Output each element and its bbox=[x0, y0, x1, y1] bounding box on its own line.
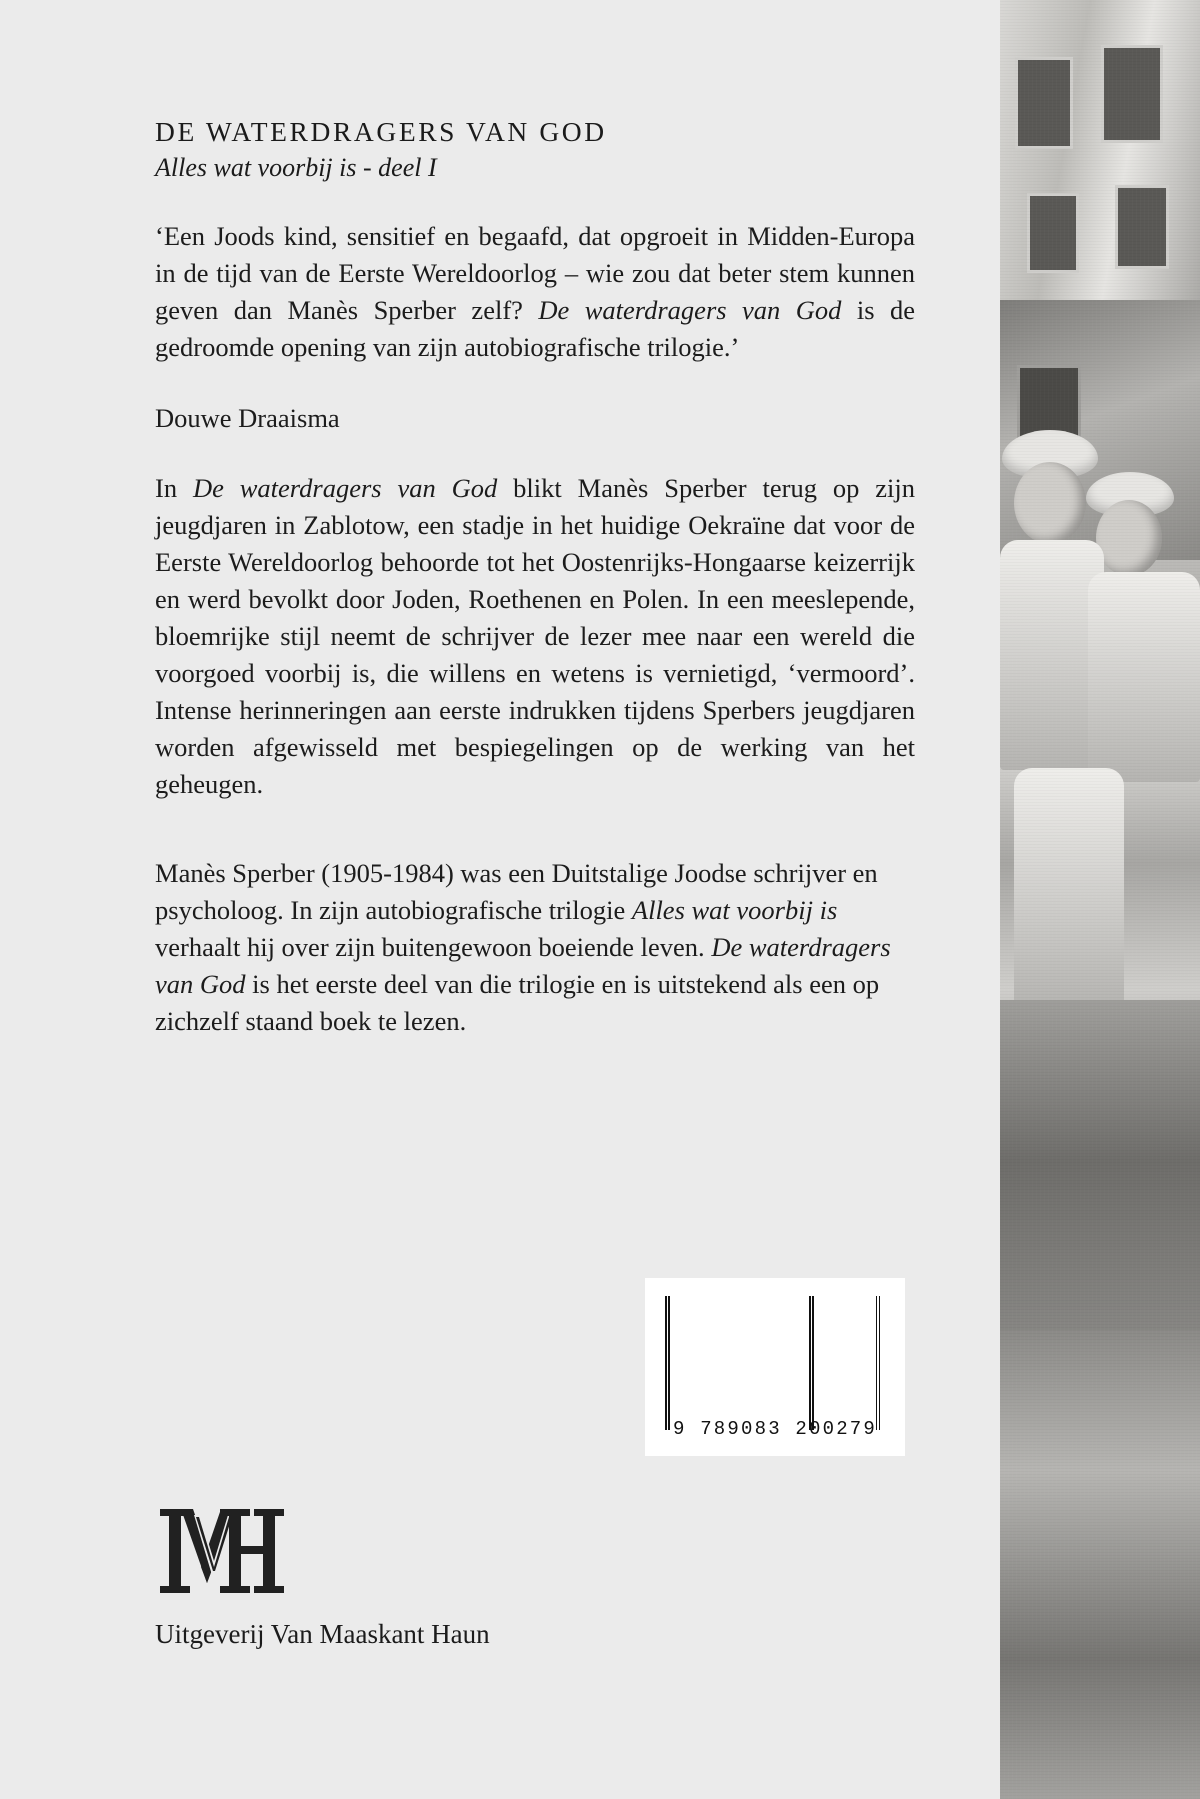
barcode bbox=[645, 1278, 905, 1456]
quote-text-part-1: ‘Een Joods kind, sensitief en begaafd, dat opgroeit in Midden-Europa in de tijd van de Eerste Wereldoorlog – wie zou dat beter stem kunnen geven dan Manès Sperber zelf? bbox=[155, 221, 915, 325]
review-quote bbox=[155, 218, 915, 366]
bio-part-3: is het eerste deel van die trilogie en is uitstekend als een op zichzelf staand boek te lezen. bbox=[155, 969, 880, 1036]
bio-part-1: Manès Sperber (1905-1984) was een Duitstalige Joodse schrijver en psycholoog. In zijn autobiografische trilogie bbox=[155, 858, 878, 925]
barcode-bars-icon bbox=[665, 1296, 887, 1414]
quote-attribution: Douwe Draaisma bbox=[155, 403, 340, 433]
description-title-italic-1: De waterdragers van God bbox=[192, 473, 498, 503]
page-title: DE WATERDRAGERS VAN GOD bbox=[155, 116, 607, 147]
book-subtitle: Alles wat voorbij is - deel I bbox=[155, 153, 437, 182]
barcode-number: 9 789083 200279 bbox=[672, 1418, 878, 1440]
description-part-2: blikt Manès Sperber terug op zijn jeugdjaren in Zablotow, een stadje in het huidige Oekraïne dat voor de Eerste Wereldoorlog behoorde tot het Oostenrijks-Hongaarse keizerrijk en werd bevolkt door Joden, Roethenen en Polen. In een meeslepende, bloemrijke stijl neemt de schrijver de lezer mee naar een wereld die voorgoed voorbij is, die willens en wetens is vernietigd, ‘vermoord’. Intense herinneringen aan eerste indrukken tijdens Sperbers jeugdjaren worden afgewisseld met bespiegelingen op de werking van het geheugen. bbox=[155, 473, 915, 799]
bio-title-italic-2: De waterdragers van God bbox=[155, 932, 891, 999]
publisher-name: Uitgeverij Van Maaskant Haun bbox=[155, 1619, 490, 1649]
author-biography bbox=[155, 855, 915, 1040]
quote-text-part-2: is de gedroomde opening van zijn autobiografische trilogie.’ bbox=[155, 295, 915, 362]
bio-part-2: verhaalt hij over zijn buitengewoon boeiende leven. bbox=[155, 932, 712, 962]
publisher-logo-icon bbox=[158, 1505, 288, 1597]
bio-title-italic-1: Alles wat voorbij is bbox=[631, 895, 838, 925]
quote-title-italic-1: De waterdragers van God bbox=[538, 295, 842, 325]
description-part-1: In bbox=[155, 473, 193, 503]
cover-photograph bbox=[1000, 0, 1200, 1799]
book-description bbox=[155, 470, 915, 803]
